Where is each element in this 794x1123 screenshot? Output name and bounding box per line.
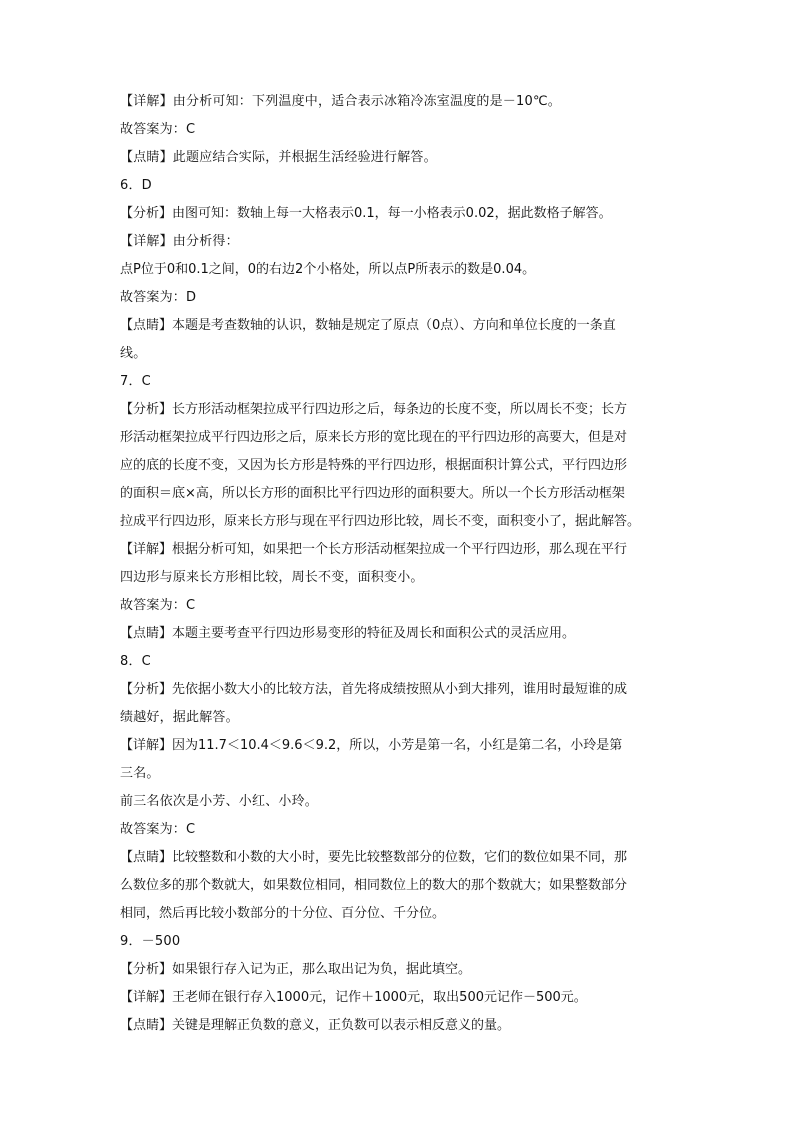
text-line: 拉成平行四边形，原来长方形与现在平行四边形比较，周长不变，面积变小了，据此解答。: [120, 514, 641, 529]
text-line: 【点睛】关键是理解正负数的意义，正负数可以表示相反意义的量。: [120, 1018, 511, 1033]
text-line: 【详解】由分析得：: [120, 234, 239, 249]
text-line: 前三名依次是小芳、小红、小玲。: [120, 794, 319, 809]
text-line: 故答案为：C: [120, 822, 196, 837]
question-number: 9．－500: [120, 934, 181, 949]
text-line: 线。: [120, 346, 147, 361]
text-line: 故答案为：C: [120, 598, 196, 613]
question-number: 8．C: [120, 654, 151, 669]
text-line: 【分析】由图可知：数轴上每一大格表示0.1，每一小格表示0.02，据此数格子解答。: [120, 206, 612, 221]
text-line: 四边形与原来长方形相比较，周长不变，面积变小。: [120, 570, 424, 585]
text-line: 【分析】如果银行存入记为正，那么取出记为负，据此填空。: [120, 962, 472, 977]
text-line: 的面积＝底×高，所以长方形的面积比平行四边形的面积要大。所以一个长方形活动框架: [120, 486, 625, 501]
text-line: 故答案为：C: [120, 122, 196, 137]
text-line: 【分析】先依据小数大小的比较方法，首先将成绩按照从小到大排列，谁用时最短谁的成: [120, 682, 628, 697]
text-line: 形活动框架拉成平行四边形之后，原来长方形的宽比现在的平行四边形的高要大，但是对: [120, 430, 628, 445]
text-line: 【分析】长方形活动框架拉成平行四边形之后，每条边的长度不变，所以周长不变；长方: [120, 402, 628, 417]
text-line: 【点睛】本题主要考查平行四边形易变形的特征及周长和面积公式的灵活应用。: [120, 626, 576, 641]
text-line: 【详解】王老师在银行存入1000元，记作＋1000元，取出500元记作－500元。: [120, 990, 587, 1005]
text-line: 么数位多的那个数就大，如果数位相同，相同数位上的数大的那个数就大；如果整数部分: [120, 878, 628, 893]
text-line: 【详解】根据分析可知，如果把一个长方形活动框架拉成一个平行四边形，那么现在平行: [120, 542, 628, 557]
text-line: 【点睛】比较整数和小数的大小时，要先比较整数部分的位数，它们的数位如果不同，那: [120, 850, 628, 865]
question-number: 7．C: [120, 374, 151, 389]
question-number: 6．D: [120, 178, 152, 193]
text-line: 绩越好，据此解答。: [120, 710, 239, 725]
text-line: 点P位于0和0.1之间，0的右边2个小格处，所以点P所表示的数是0.04。: [120, 262, 536, 277]
text-line: 应的底的长度不变，又因为长方形是特殊的平行四边形，根据面积计算公式，平行四边形: [120, 458, 628, 473]
text-line: 【详解】因为11.7＜10.4＜9.6＜9.2，所以，小芳是第一名，小红是第二名，小玲是第: [120, 738, 623, 753]
text-line: 故答案为：D: [120, 290, 197, 305]
text-line: 【详解】由分析可知：下列温度中，适合表示冰箱冷冻室温度的是－10℃。: [120, 94, 561, 109]
text-line: 相同，然后再比较小数部分的十分位、百分位、千分位。: [120, 906, 446, 921]
text-line: 【点睛】本题是考查数轴的认识，数轴是规定了原点（0点）、方向和单位长度的一条直: [120, 318, 616, 333]
text-line: 【点睛】此题应结合实际，并根据生活经验进行解答。: [120, 150, 437, 165]
text-line: 三名。: [120, 766, 160, 781]
